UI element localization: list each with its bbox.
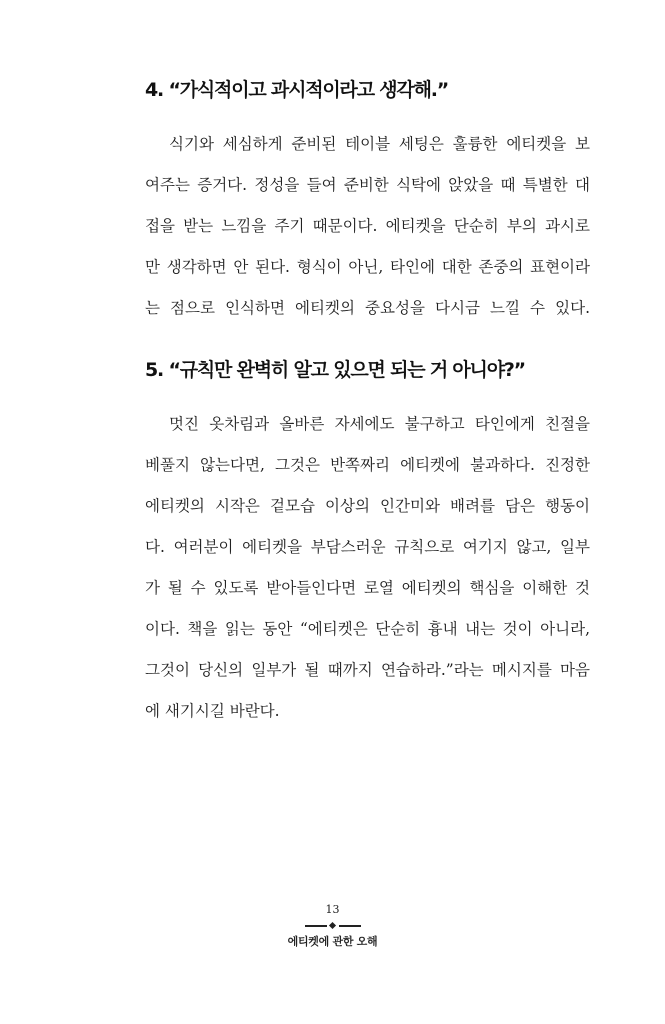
section-heading: 5. “규칙만 완벽히 알고 있으면 되는 거 아니야?” bbox=[145, 359, 525, 381]
paragraph-line: 접을 받는 느낌을 주기 때문이다. 에티켓을 단순히 부의 과시로 bbox=[145, 217, 590, 235]
page-footer bbox=[0, 902, 665, 950]
page-number: 13 bbox=[325, 903, 340, 916]
footer-ornament-divider bbox=[305, 922, 361, 930]
paragraph-line: 여주는 증거다. 정성을 들여 준비한 식탁에 앉았을 때 특별한 대 bbox=[145, 176, 590, 194]
paragraph-line: 베풀지 않는다면, 그것은 반쪽짜리 에티켓에 불과하다. 진정한 bbox=[145, 456, 590, 474]
diamond-icon bbox=[328, 922, 335, 929]
section-5 bbox=[145, 352, 590, 732]
section-heading: 4. “가식적이고 과시적이라고 생각해.” bbox=[145, 79, 449, 101]
section-4 bbox=[145, 72, 590, 329]
paragraph-line: 만 생각하면 안 된다. 형식이 아닌, 타인에 대한 존중의 표현이라 bbox=[145, 258, 590, 276]
paragraph-line: 에 새기시길 바란다. bbox=[145, 702, 280, 720]
paragraph-line: 에티켓의 시작은 겉모습 이상의 인간미와 배려를 담은 행동이 bbox=[145, 497, 590, 515]
running-title: 에티켓에 관한 오해 bbox=[287, 935, 378, 948]
paragraph-line: 가 될 수 있도록 받아들인다면 로열 에티켓의 핵심을 이해한 것 bbox=[145, 579, 590, 597]
paragraph-line: 멋진 옷차림과 올바른 자세에도 불구하고 타인에게 친절을 bbox=[169, 415, 590, 433]
paragraph-line: 이다. 책을 읽는 동안 “에티켓은 단순히 흉내 내는 것이 아니라, bbox=[145, 620, 590, 638]
ornament-rule-left bbox=[305, 925, 327, 927]
paragraph-line: 식기와 세심하게 준비된 테이블 세팅은 훌륭한 에티켓을 보 bbox=[169, 135, 590, 153]
paragraph-line: 다. 여러분이 에티켓을 부담스러운 규칙으로 여기지 않고, 일부 bbox=[145, 538, 590, 556]
paragraph-line: 그것이 당신의 일부가 될 때까지 연습하라.”라는 메시지를 마음 bbox=[145, 661, 590, 679]
paragraph-line: 는 점으로 인식하면 에티켓의 중요성을 다시금 느낄 수 있다. bbox=[145, 299, 590, 317]
ornament-rule-right bbox=[339, 925, 361, 927]
